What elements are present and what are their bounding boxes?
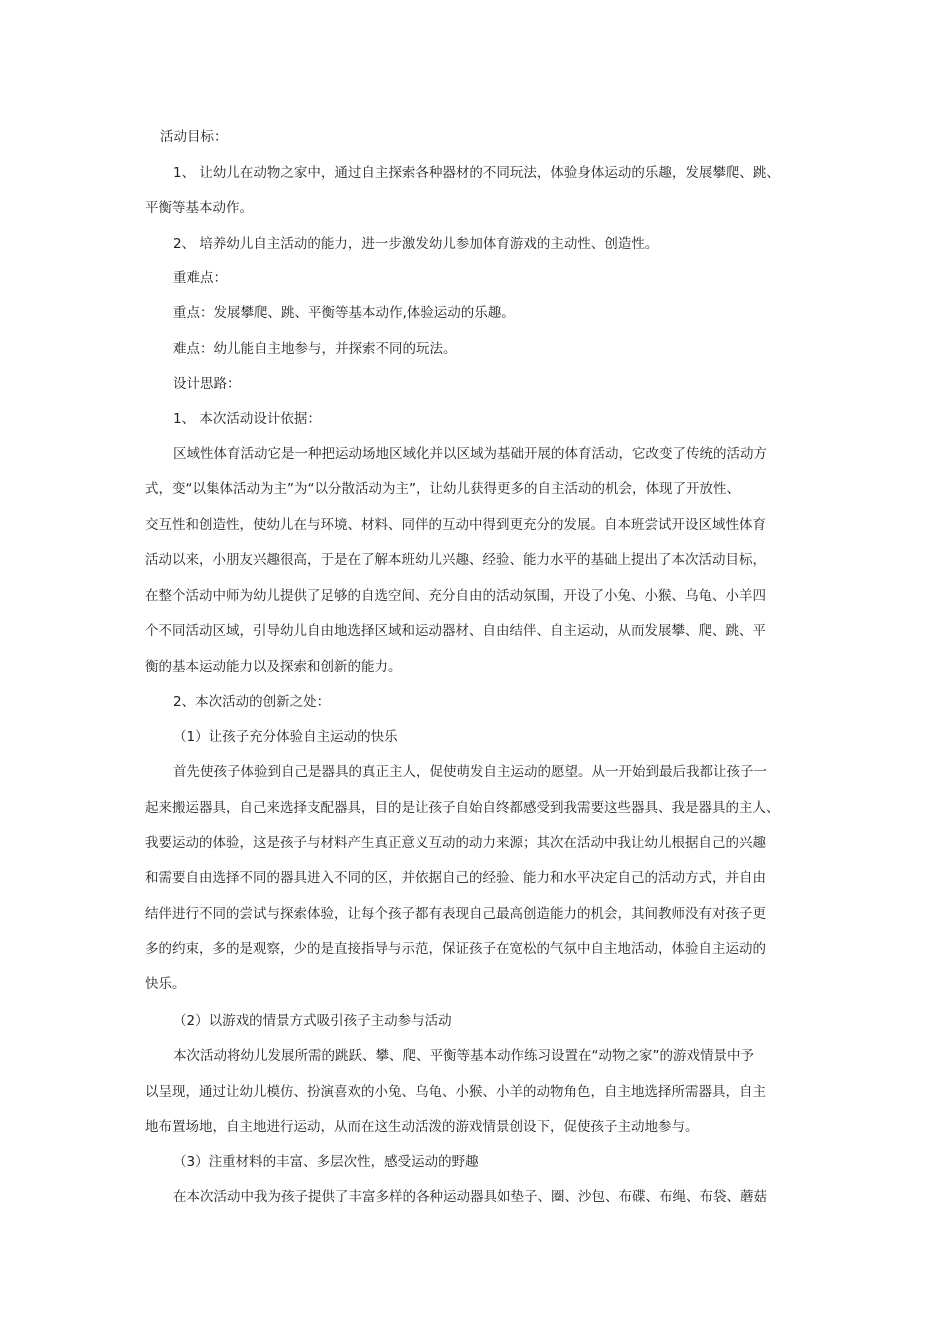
paragraph-2-line-1: 首先使孩子体验到自己是器具的真正主人，促使萌发自主运动的愿望。从一开始到最后我都让孩子一	[173, 764, 767, 780]
key-point: 重点：发展攀爬、跳、平衡等基本动作,体验运动的乐趣。	[173, 305, 515, 321]
paragraph-3-line-1: 本次活动将幼儿发展所需的跳跃、攀、爬、平衡等基本动作练习设置在“动物之家”的游戏情景中予	[173, 1048, 754, 1064]
paragraph-1-line-6: 个不同活动区域，引导幼儿自由地选择区域和运动器材、自由结伴、自主运动，从而发展攀、爬、跳、平	[145, 623, 766, 639]
paragraph-2-line-3: 我要运动的体验，这是孩子与材料产生真正意义互动的动力来源；其次在活动中我让幼儿根据自己的兴趣	[145, 835, 766, 851]
paragraph-1-line-7: 衡的基本运动能力以及探索和创新的能力。	[145, 659, 402, 675]
heading-design-ideas: 设计思路：	[173, 376, 241, 392]
subheading-2: （2）以游戏的情景方式吸引孩子主动参与活动	[173, 1013, 452, 1029]
paragraph-1-line-1: 区域性体育活动它是一种把运动场地区域化并以区域为基础开展的体育活动，它改变了传统的活动方	[173, 446, 767, 462]
paragraph-2-line-7: 快乐。	[145, 976, 186, 992]
innovation-heading: 2、本次活动的创新之处：	[173, 694, 331, 710]
goal-1-line-2: 平衡等基本动作。	[145, 200, 253, 216]
heading-activity-goals: 活动目标：	[160, 129, 228, 145]
paragraph-1-line-3: 交互性和创造性，使幼儿在与环境、材料、同伴的互动中得到更充分的发展。自本班尝试开设区域性体育	[145, 517, 766, 533]
subheading-3: （3）注重材料的丰富、多层次性，感受运动的野趣	[173, 1154, 479, 1170]
subheading-1: （1）让孩子充分体验自主运动的快乐	[173, 729, 398, 745]
paragraph-2-line-5: 结伴进行不同的尝试与探索体验，让每个孩子都有表现自己最高创造能力的机会，其间教师没有对孩子更	[145, 906, 766, 922]
paragraph-4-line-1: 在本次活动中我为孩子提供了丰富多样的各种运动器具如垫子、圈、沙包、布碟、布绳、布袋、蘑菇	[173, 1189, 767, 1205]
paragraph-2-line-4: 和需要自由选择不同的器具进入不同的区，并依据自己的经验、能力和水平决定自己的活动方式，并自由	[145, 870, 766, 886]
goal-1-line-1: 1、 让幼儿在动物之家中，通过自主探索各种器材的不同玩法，体验身体运动的乐趣，发展攀爬、跳、	[173, 165, 780, 181]
difficult-point: 难点：幼儿能自主地参与，并探索不同的玩法。	[173, 341, 457, 357]
heading-key-points: 重难点：	[173, 270, 227, 286]
paragraph-3-line-3: 地布置场地，自主地进行运动，从而在这生动活泼的游戏情景创设下，促使孩子主动地参与。	[145, 1119, 699, 1135]
paragraph-2-line-6: 多的约束，多的是观察，少的是直接指导与示范，保证孩子在宽松的气氛中自主地活动，体验自主运动的	[145, 941, 766, 957]
goal-2: 2、 培养幼儿自主活动的能力，进一步激发幼儿参加体育游戏的主动性、创造性。	[173, 236, 659, 252]
paragraph-2-line-2: 起来搬运器具，自己来选择支配器具，目的是让孩子自始自终都感受到我需要这些器具、我是器具的主人、	[145, 800, 780, 816]
paragraph-1-line-5: 在整个活动中师为幼儿提供了足够的自选空间、充分自由的活动氛围，开设了小兔、小猴、乌龟、小羊四	[145, 588, 766, 604]
design-basis-heading: 1、 本次活动设计依据：	[173, 411, 321, 427]
paragraph-1-line-4: 活动以来，小朋友兴趣很高，于是在了解本班幼儿兴趣、经验、能力水平的基础上提出了本次活动目标，	[145, 552, 766, 568]
paragraph-3-line-2: 以呈现，通过让幼儿模仿、扮演喜欢的小兔、乌龟、小猴、小羊的动物角色，自主地选择所需器具，自主	[145, 1084, 766, 1100]
paragraph-1-line-2: 式，变“以集体活动为主”为“以分散活动为主”，让幼儿获得更多的自主活动的机会，体现了开放性、	[145, 481, 740, 497]
